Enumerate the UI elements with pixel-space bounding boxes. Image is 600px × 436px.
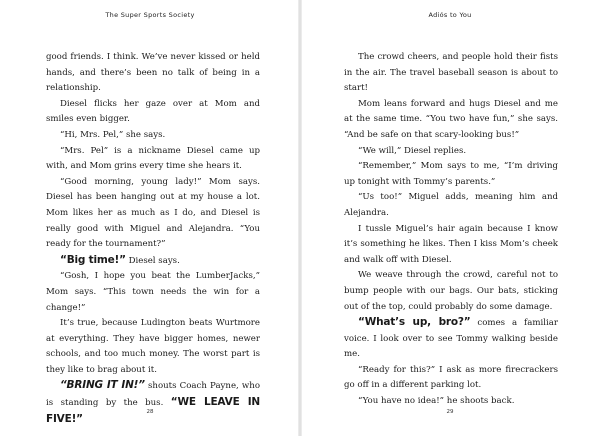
paragraph-text: Diesel says. — [125, 255, 180, 266]
paragraph — [344, 315, 558, 363]
paragraph: “Good morning, young lady!” Mom says. Diesel has been hanging out at my house a lot. Mom likes her as much as I do, and Diesel is really good with Miguel and Alejandra. “You ready for the tournament?” — [46, 176, 260, 250]
paragraph: good friends. I think. We’ve never kissed or held hands, and there’s been no talk of being in a relationship. — [46, 52, 260, 94]
shout-text: “Big time!” — [60, 253, 126, 266]
paragraph: “Mrs. Pel” is a nickname Diesel came up with, and Mom grins every time she hears it. — [46, 145, 260, 172]
running-head-left: The Super Sports Society — [105, 11, 195, 19]
paragraph: “Ready for this?” I ask as more firecrackers go off in a different parking lot. — [344, 364, 558, 391]
paragraph — [46, 378, 260, 428]
shout-text: “WE LEAVE IN FIVE!” — [46, 396, 260, 425]
paragraph-text: shouts Coach Payne, who is standing by the bus. — [46, 381, 260, 409]
paragraph: “We will,” Diesel replies. — [358, 145, 467, 156]
page-number-right: 29 — [446, 409, 454, 415]
paragraph: It’s true, because Ludington beats Wurtmore at everything. They have bigger homes, newer schools, and too much money. The worst part is they like to brag about it. — [46, 318, 260, 375]
right-page — [300, 0, 600, 436]
paragraph: “You have no idea!” he shoots back. — [358, 396, 515, 407]
paragraph — [46, 253, 260, 270]
shout-text: “BRING IT IN!” — [60, 379, 145, 392]
paragraph: The crowd cheers, and people hold their fists in the air. The travel baseball season is about to start! — [344, 52, 558, 94]
paragraph: “Gosh, I hope you beat the LumberJacks,” Mom says. “This town needs the win for a change!” — [46, 271, 260, 313]
running-head-right: Adiós to You — [428, 11, 472, 19]
paragraph: “Us too!” Miguel adds, meaning him and Alejandra. — [344, 192, 558, 218]
paragraph: We weave through the crowd, careful not to bump people with our bags. Our bats, sticking out of the top, could probably do some damage. — [344, 270, 558, 312]
paragraph: Mom leans forward and hugs Diesel and me at the same time. “You two have fun,” she says. “And be safe on that scary-looking bus!” — [344, 98, 558, 140]
left-page-text — [46, 50, 260, 428]
paragraph-text: comes a familiar voice. I look over to see Tommy walking beside me. — [344, 318, 558, 360]
paragraph: “Remember,” Mom says to me, “I’m driving up tonight with Tommy’s parents.” — [344, 161, 558, 187]
shout-text: “What’s up, bro?” — [358, 316, 471, 329]
paragraph: “Hi, Mrs. Pel,” she says. — [60, 129, 166, 140]
paragraph: I tussle Miguel’s hair again because I know it’s something he likes. Then I kiss Mom’s cheek and walk off with Diesel. — [344, 223, 558, 265]
page-number-left: 28 — [146, 409, 154, 415]
paragraph: Diesel flicks her gaze over at Mom and smiles even bigger. — [46, 98, 260, 125]
right-page-text — [344, 50, 558, 410]
